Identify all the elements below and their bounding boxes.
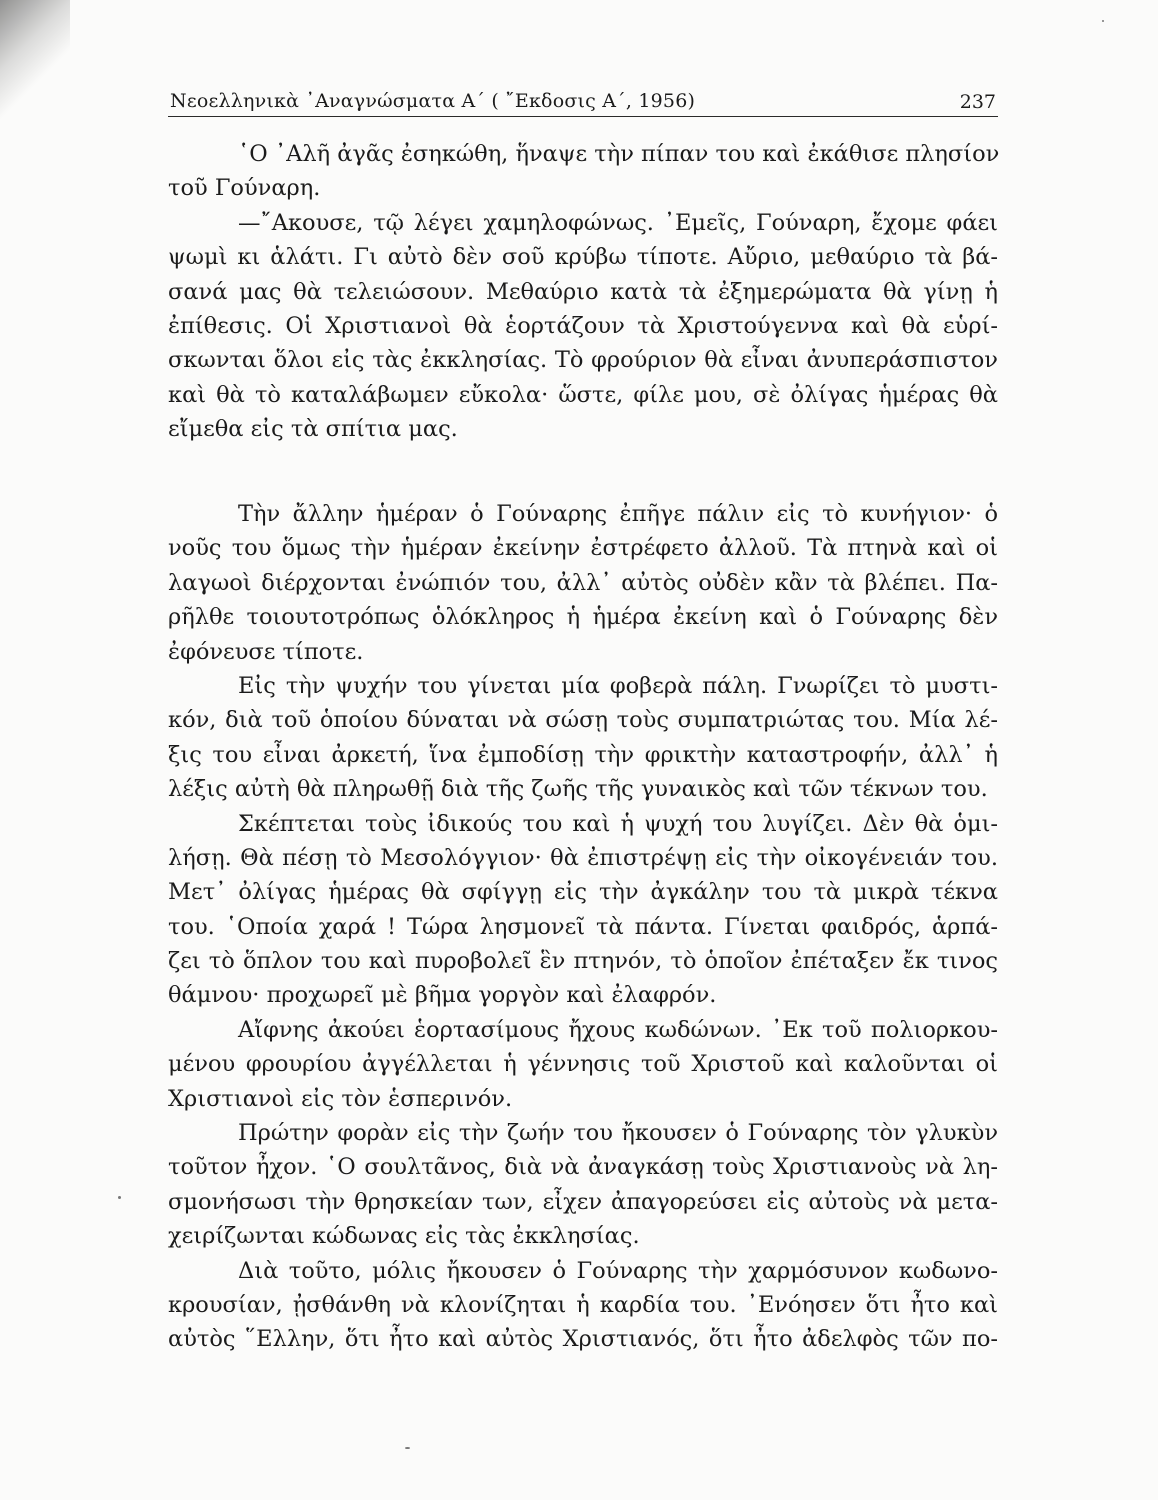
text-line: χειρίζωνται κώδωνας εἰς τὰς ἐκκλησίας. [168, 1223, 640, 1250]
header-title: Νεοελληνικὰ ᾿Αναγνώσματα Α΄ ( ῎Εκδοσις Α΄, 1956) [170, 90, 696, 112]
paper-speck [118, 1196, 121, 1199]
paper-speck [405, 1447, 410, 1449]
text-line: νοῦς του ὅμως τὴν ἡμέραν ἐκείνην ἐστρέφετο ἀλλοῦ. Τὰ πτηνὰ καὶ οἱ [168, 535, 998, 562]
text-block-upper [168, 137, 998, 447]
text-line: κόν, διὰ τοῦ ὁποίου δύναται νὰ σώσῃ τοὺς συμπατριώτας του. Μία λέ- [168, 707, 998, 734]
text-line: ψωμὶ κι ἁλάτι. Γι αὐτὸ δὲν σοῦ κρύβω τίποτε. Αὔριο, μεθαύριο τὰ βά- [168, 244, 998, 271]
text-line: κρουσίαν, ᾐσθάνθη νὰ κλονίζηται ἡ καρδία του. ᾿Ενόησεν ὅτι ἦτο καὶ [168, 1291, 998, 1318]
text-line: μένου φρουρίου ἀγγέλλεται ἡ γέννησις τοῦ Χριστοῦ καὶ καλοῦνται οἱ [168, 1051, 998, 1078]
text-line: ξις του εἶναι ἀρκετή, ἵνα ἐμποδίσῃ τὴν φρικτὴν καταστροφήν, ἀλλ᾿ ἡ [168, 741, 998, 768]
text-line: Εἰς τὴν ψυχήν του γίνεται μία φοβερὰ πάλη. Γνωρίζει τὸ μυστι- [238, 672, 998, 699]
text-line: εἴμεθα εἰς τὰ σπίτια μας. [168, 416, 458, 443]
running-header [168, 86, 998, 117]
text-line: Μετ᾿ ὀλίγας ἡμέρας θὰ σφίγγῃ εἰς τὴν ἀγκάλην του τὰ μικρὰ τέκνα [168, 879, 998, 906]
text-line: Διὰ τοῦτο, μόλις ἤκουσεν ὁ Γούναρης τὴν χαρμόσυνον κωδωνο- [238, 1257, 998, 1284]
text-line: Χριστιανοὶ εἰς τὸν ἑσπερινόν. [168, 1085, 513, 1112]
text-line: Πρώτην φορὰν εἰς τὴν ζωήν του ἤκουσεν ὁ Γούναρης τὸν γλυκὺν [238, 1120, 998, 1147]
text-line: σμονήσωσι τὴν θρησκείαν των, εἶχεν ἀπαγορεύσει εἰς αὐτοὺς νὰ μετα- [168, 1188, 998, 1215]
page-number: 237 [959, 91, 996, 113]
text-line: Αἴφνης ἀκούει ἑορτασίμους ἤχους κωδώνων. ᾿Εκ τοῦ πολιορκου- [238, 1016, 998, 1043]
paper-speck [1102, 20, 1104, 22]
text-line: τοῦ Γούναρη. [168, 175, 321, 202]
text-line: λαγωοὶ διέρχονται ἐνώπιόν του, ἀλλ᾿ αὐτὸς οὐδὲν κἂν τὰ βλέπει. Πα- [168, 569, 998, 596]
text-line: του. ῾Οποία χαρά ! Τώρα λησμονεῖ τὰ πάντα. Γίνεται φαιδρός, ἁρπά- [168, 913, 998, 940]
text-line: αὐτὸς ῞Ελλην, ὅτι ἦτο καὶ αὐτὸς Χριστιανός, ὅτι ἦτο ἀδελφὸς τῶν πο- [168, 1326, 998, 1353]
text-line: σκωνται ὅλοι εἰς τὰς ἐκκλησίας. Τὸ φρούριον θὰ εἶναι ἀνυπεράσπιστον [168, 347, 998, 374]
text-line: —῎Ακουσε, τῷ λέγει χαμηλοφώνως. ᾿Εμεῖς, Γούναρη, ἔχομε φάει [238, 209, 998, 236]
text-line: καὶ θὰ τὸ καταλάβωμεν εὔκολα· ὥστε, φίλε μου, σὲ ὀλίγας ἡμέρας θὰ [168, 381, 998, 408]
text-line: θάμνου· προχωρεῖ μὲ βῆμα γοργὸν καὶ ἐλαφρόν. [168, 982, 717, 1009]
text-line: ζει τὸ ὅπλον του καὶ πυροβολεῖ ἓν πτηνόν, τὸ ὁποῖον ἐπέταξεν ἔκ τινος [168, 948, 998, 975]
page-corner-shadow [0, 0, 70, 130]
text-line: ἐφόνευσε τίποτε. [168, 638, 364, 665]
text-block-lower [168, 497, 998, 1357]
text-line: σανά μας θὰ τελειώσουν. Μεθαύριο κατὰ τὰ ἐξημερώματα θὰ γίνῃ ἡ [168, 278, 998, 305]
text-line: ἐπίθεσις. Οἱ Χριστιανοὶ θὰ ἑορτάζουν τὰ Χριστούγεννα καὶ θὰ εὑρί- [168, 312, 998, 339]
text-line: Τὴν ἄλλην ἡμέραν ὁ Γούναρης ἐπῆγε πάλιν εἰς τὸ κυνήγιον· ὁ [238, 501, 998, 527]
text-line: ῾Ο ᾿Αλῆ ἀγᾶς ἐσηκώθη, ἥναψε τὴν πίπαν του καὶ ἐκάθισε πλησίον [238, 141, 1000, 167]
text-line: λήσῃ. Θὰ πέσῃ τὸ Μεσολόγγιον· θὰ ἐπιστρέψῃ εἰς τὴν οἰκογένειάν του. [168, 844, 998, 871]
text-line: λέξις αὐτὴ θὰ πληρωθῇ διὰ τῆς ζωῆς τῆς γυναικὸς καὶ τῶν τέκνων του. [168, 776, 988, 803]
text-line: ρῆλθε τοιουτοτρόπως ὁλόκληρος ἡ ἡμέρα ἐκείνη καὶ ὁ Γούναρης δὲν [168, 604, 998, 631]
text-line: τοῦτον ἦχον. ῾Ο σουλτᾶνος, διὰ νὰ ἀναγκάσῃ τοὺς Χριστιανοὺς νὰ λη- [168, 1154, 998, 1181]
text-line: Σκέπτεται τοὺς ἰδικούς του καὶ ἡ ψυχή του λυγίζει. Δὲν θὰ ὁμι- [238, 810, 998, 837]
